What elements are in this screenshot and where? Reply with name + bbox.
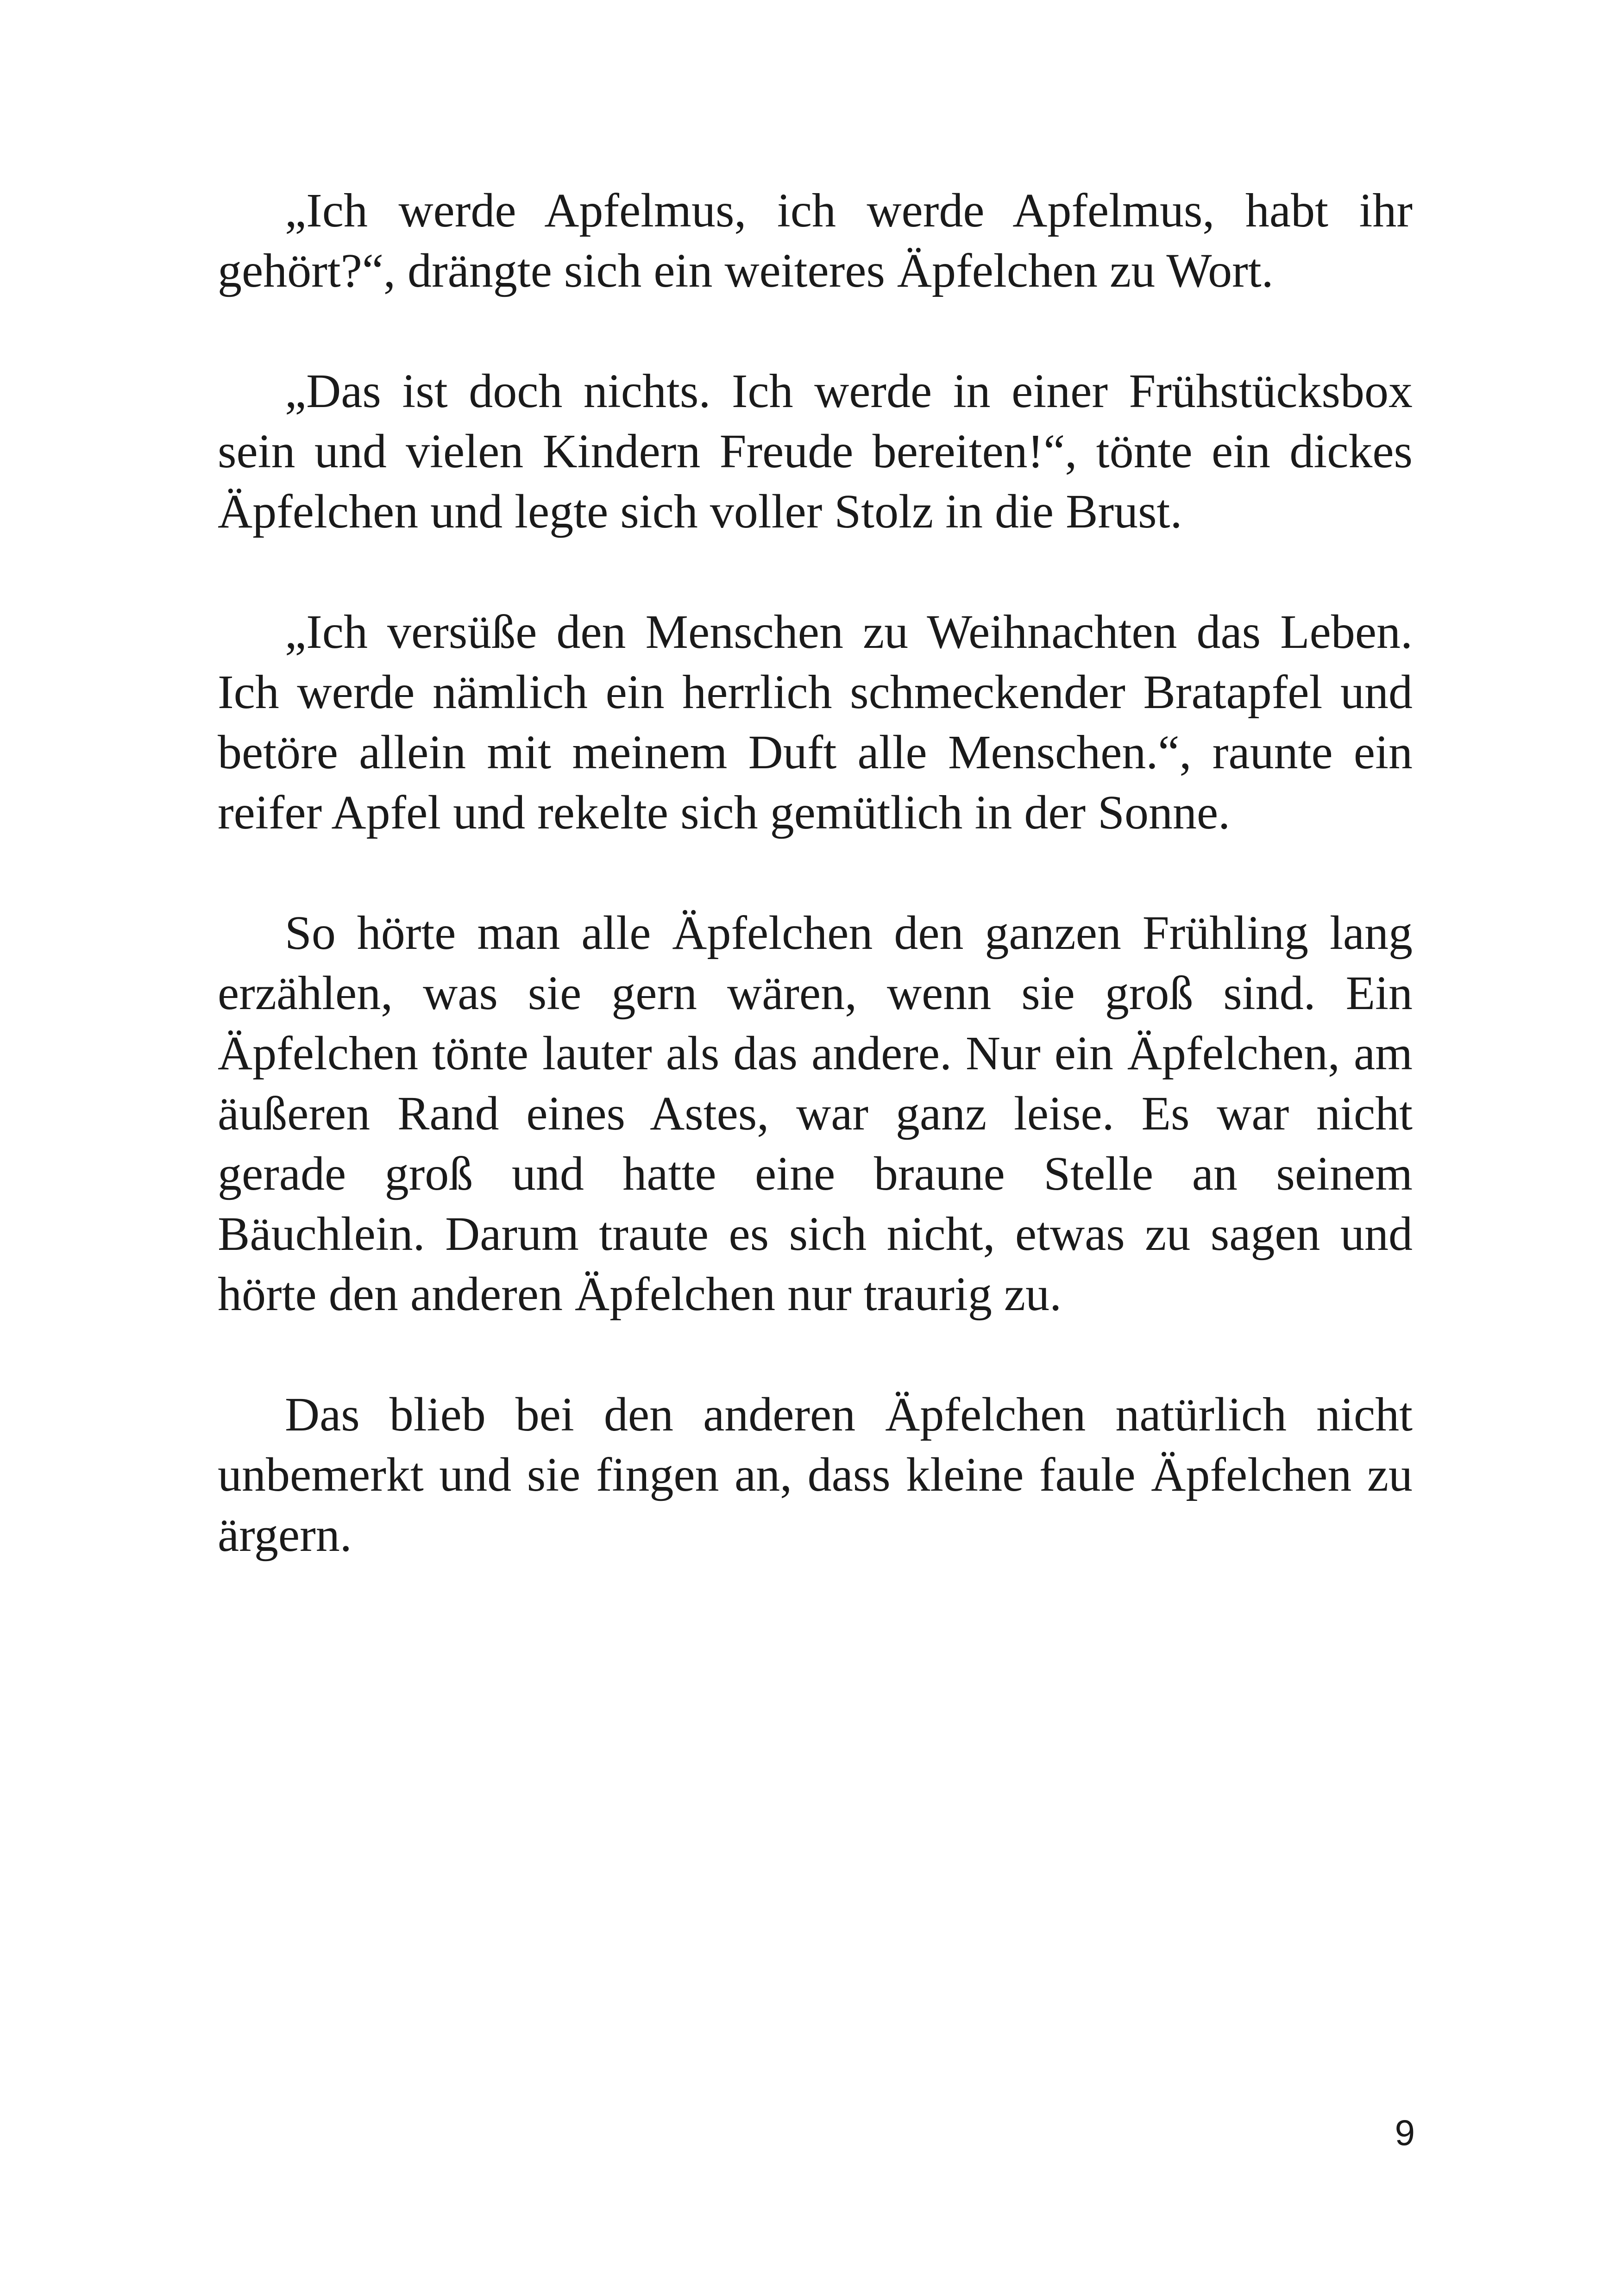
paragraph-3: „Ich versüße den Menschen zu Weihnachten das Leben. Ich werde nämlich ein herrlich schmeckender Bratapfel und betöre allein mit meinem Duft alle Menschen.“, raunte ein reifer Apfel und rekelte sich gemütlich in der Sonne. [218,605,1413,839]
paragraph-5: Das blieb bei den anderen Äpfelchen natürlich nicht unbemerkt und sie fingen an, dass kleine faule Äpfelchen zu ärgern. [218,1388,1413,1562]
paragraph-1: „Ich werde Apfelmus, ich werde Apfelmus, habt ihr gehört?“, drängte sich ein weiteres Äpfelchen zu Wort. [218,184,1413,297]
paragraph-2: „Das ist doch nichts. Ich werde in einer Frühstücksbox sein und vielen Kindern Freude bereiten!“, tönte ein dickes Äpfelchen und legte sich voller Stolz in die Brust. [218,364,1413,538]
page-number: 9 [1395,2112,1415,2153]
paragraph-4: So hörte man alle Äpfelchen den ganzen Frühling lang erzählen, was sie gern wären, wenn sie groß sind. Ein Äpfelchen tönte lauter als das andere. Nur ein Äpfelchen, am äußeren Rand eines Astes, war ganz leise. Es war nicht gerade groß und hatte eine braune Stelle an seinem Bäuchlein. Darum traute es sich nicht, etwas zu sagen und hörte den anderen Äpfelchen nur traurig zu. [218,906,1413,1321]
body-text [218,181,1413,1625]
